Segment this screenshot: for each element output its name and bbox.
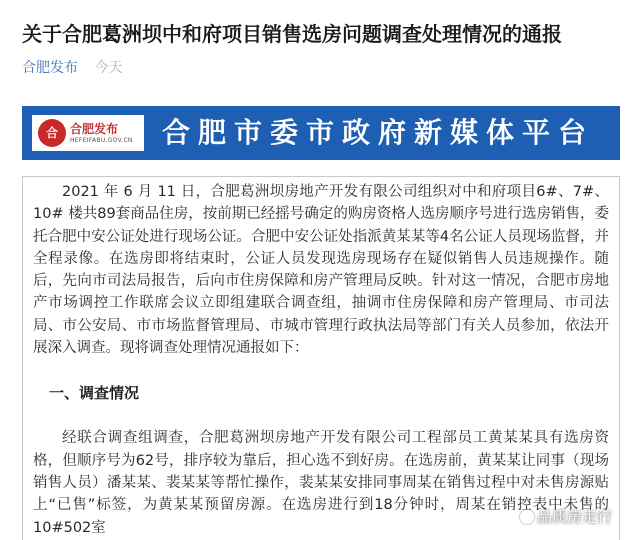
paragraph-investigation: 经联合调查组调查，合肥葛洲坝房地产开发有限公司工程部员工黄某某具有选房资格，但顺序号为62号，排序较为靠后，担心选不到好房。在选房前，黄某某让同事（现场销售人员）潘某某、裴某某等帮忙操作，裴某某安排同事周某在销售过程中对未售房源贴上“已售”标签，为黄某某预留房源。在选房进行到18分钟时，周某在销控表中未售的10#502室 [33,430,609,536]
logo [32,115,144,151]
banner-slogan: 合肥市委市政府新媒体平台 [162,116,595,149]
watermark [520,506,612,527]
header-banner [22,106,620,160]
article-meta [22,58,122,78]
section-heading: 一、调查情况 [49,384,140,403]
article-title: 关于合肥葛洲坝中和府项目销售选房问题调查处理情况的通报 [22,22,562,46]
logo-mark-icon: 合 [38,119,66,147]
watermark-text: 品质房走行 [537,508,613,526]
logo-text: 合肥发布 [70,122,119,136]
publish-time: 今天 [94,60,123,76]
paragraph-intro: 2021 年 6 月 11 日，合肥葛洲坝房地产开发有限公司组织对中和府项目6#、7#、10# 楼共89套商品住房，按前期已经摇号确定的购房资格人选房顺序号进行选房销售，委托合肥中安公证处进行现场公证。合肥中安公证处指派黄某某等4名公证人员现场监督，并全程录像。在选房即将结束时，公证人员发现选房现场存在疑似销售人员违规操作。随后，先向市司法局报告，后向市住房保障和房产管理局反映。针对这一情况，合肥市房地产市场调控工作联席会议立即组建联合调查组，抽调市住房保障和房产管理局、市司法局、市公安局、市市场监督管理局、市城市管理行政执法局等部门有关人员参加，依法开展深入调查。现将调查处理情况通报如下： [33,184,609,357]
logo-url-text: HEFEIFABU.GOV.CN [70,137,133,144]
watermark-logo-icon [520,510,534,524]
article-body [22,176,620,540]
source-link[interactable]: 合肥发布 [22,60,78,76]
